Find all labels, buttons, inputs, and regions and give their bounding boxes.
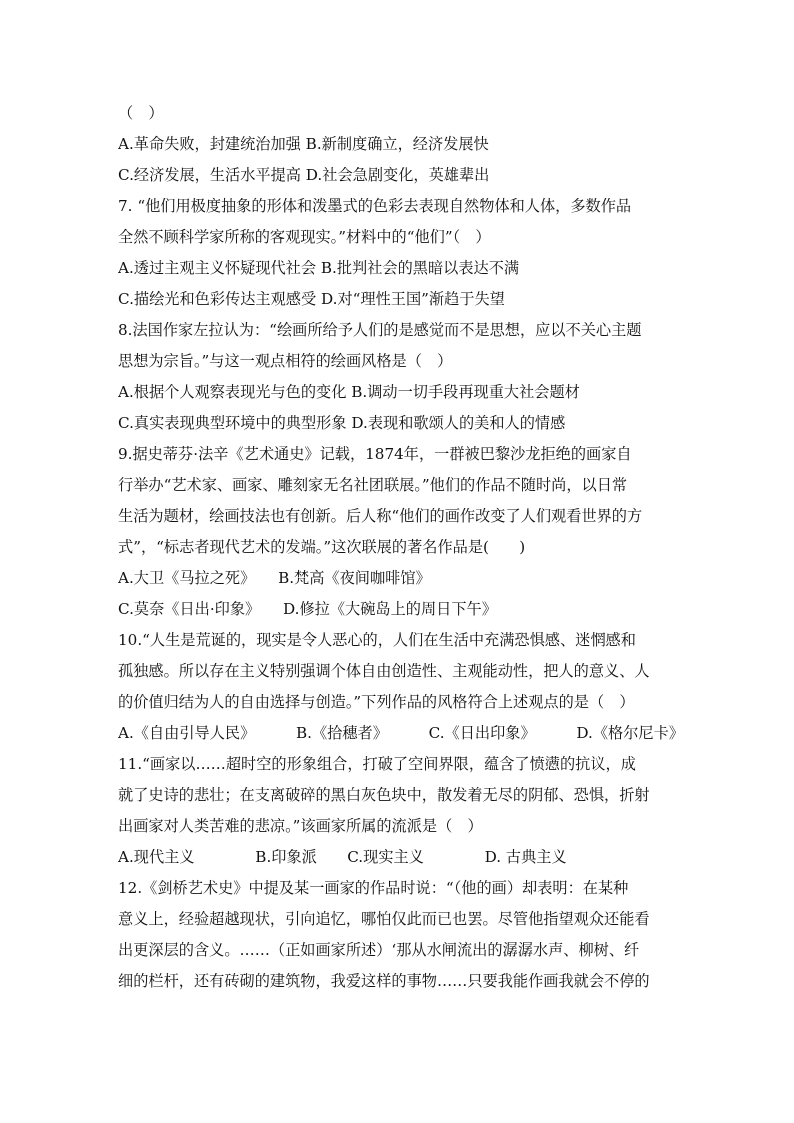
text-line: C.真实表现典型环境中的典型形象 D.表现和歌颂人的美和人的情感 [118, 414, 566, 432]
document-page [118, 98, 684, 997]
q10-options [118, 718, 684, 749]
text-line: （ ） [118, 104, 164, 122]
text-line: A.大卫《马拉之死》 B.梵高《夜间咖啡馆》 [118, 569, 431, 587]
text-line: 就了史诗的悲壮；在支离破碎的黑白灰色块中，散发着无尽的阴郁、恐惧，折射 [118, 786, 650, 804]
text-line: C.莫奈《日出·印象》 D.修拉《大碗岛上的周日下午》 [118, 600, 497, 618]
text-line: C.描绘光和色彩传达主观感受 D.对“理性王国”渐趋于失望 [118, 290, 505, 308]
text-line: 意义上，经验超越现状，引向追忆，哪怕仅此而已也罢。尽管他指望观众还能看 [118, 910, 650, 928]
q10-option-b: B.《拾穗者》 [296, 724, 388, 742]
text-line: A.透过主观主义怀疑现代社会 B.批判社会的黑暗以表达不满 [118, 259, 520, 277]
text-line: 12.《剑桥艺术史》中提及某一画家的作品时说：“（他的画）却表明：在某种 [118, 879, 629, 897]
text-line: 式”，“标志者现代艺术的发端。”这次联展的著名作品是( ) [118, 538, 526, 556]
text-line: 的价值归结为人的自由选择与创造。”下列作品的风格符合上述观点的是（ ） [118, 693, 635, 711]
text-line: 8.法国作家左拉认为：“绘画所给予人们的是感觉而不是思想，应以不关心主题 [118, 321, 642, 339]
text-line: 9.据史蒂芬·法辛《艺术通史》记载，1874年，一群被巴黎沙龙拒绝的画家自 [118, 445, 632, 463]
q10-option-c: C.《日出印象》 [428, 724, 536, 742]
text-line: 出画家对人类苦难的悲凉。”该画家所属的流派是（ ） [118, 817, 483, 835]
text-line: A.根据个人观察表现光与色的变化 B.调动一切手段再现重大社会题材 [118, 383, 580, 401]
text-line: 全然不顾科学家所称的客观现实。”材料中的“他们”（ ） [118, 228, 491, 246]
text-line: 10.“人生是荒诞的，现实是令人恶心的，人们在生活中充满恐惧感、迷惘感和 [118, 631, 636, 649]
text-line: 11.“画家以……超时空的形象组合，打破了空间界限，蕴含了愤懑的抗议，成 [118, 755, 636, 773]
q10-option-d: D.《格尔尼卡》 [576, 724, 684, 742]
q10-option-a: A.《自由引导人民》 [118, 724, 256, 742]
text-line: A.革命失败，封建统治加强 B.新制度确立，经济发展快 [118, 135, 489, 153]
text-line: 生活为题材，绘画技法也有创新。后人称“他们的画作改变了人们观看世界的方 [118, 507, 643, 525]
text-line: 行举办“艺术家、画家、雕刻家无名社团联展。”他们的作品不随时尚，以日常 [118, 476, 628, 494]
text-line: C.经济发展，生活水平提高 D.社会急剧变化，英雄辈出 [118, 166, 490, 184]
text-line: 出更深层的含义。……（正如画家所述）‘那从水闸流出的潺潺水声、柳树、纤 [118, 941, 640, 959]
text-line: 思想为宗旨。”与这一观点相符的绘画风格是（ ） [118, 352, 453, 370]
text-line: 细的栏杆，还有砖砌的建筑物，我爱这样的事物……只要我能作画我就会不停的 [118, 972, 650, 990]
text-line: 7. “他们用极度抽象的形体和泼墨式的色彩去表现自然物体和人体，多数作品 [118, 197, 632, 215]
text-line: A.现代主义 B.印象派 C.现实主义 D. 古典主义 [118, 848, 567, 866]
text-line: 孤独感。所以存在主义特别强调个体自由创造性、主观能动性，把人的意义、人 [118, 662, 650, 680]
